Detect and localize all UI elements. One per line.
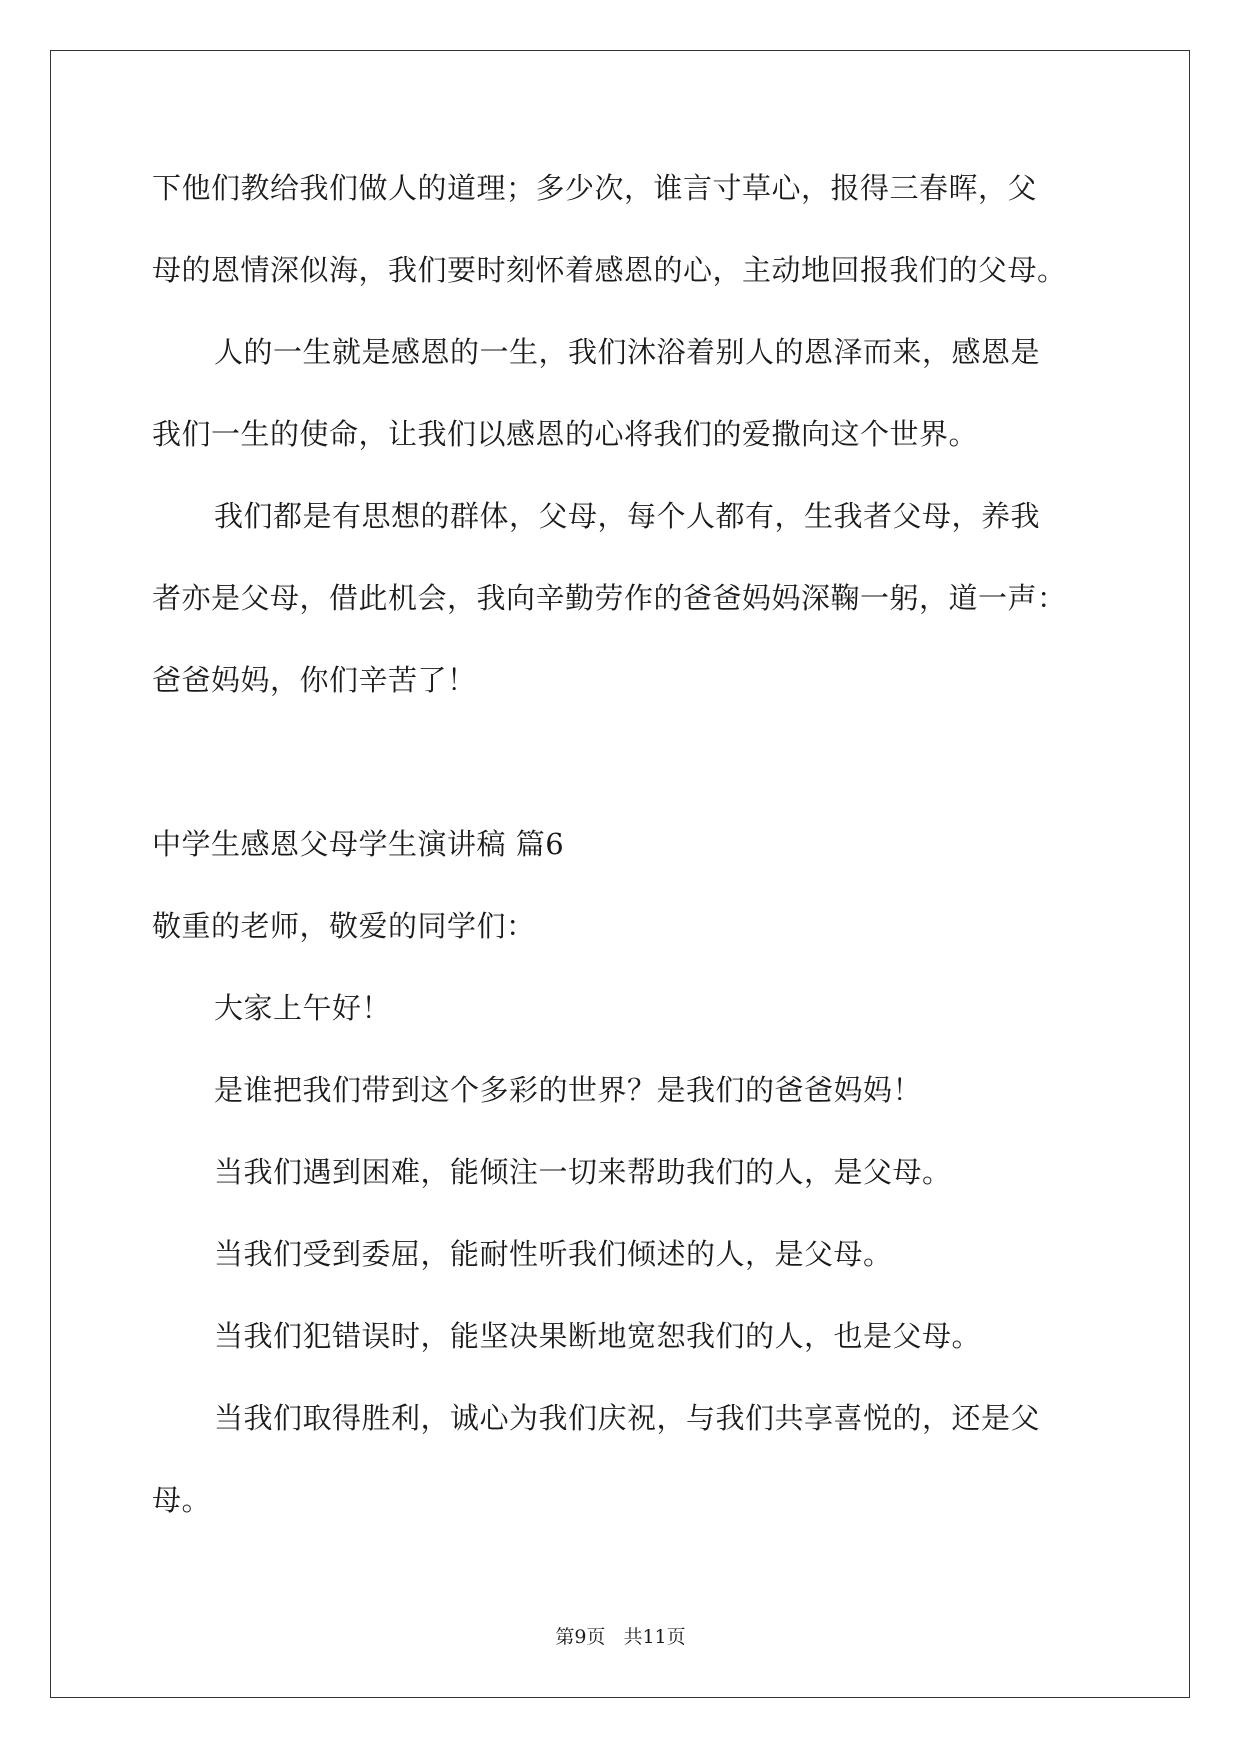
text-line: 我们都是有思想的群体，父母，每个人都有，生我者父母，养我 [214,499,1041,533]
text-line: 爸爸妈妈，你们辛苦了！ [152,663,477,697]
text-line: 我们一生的使命，让我们以感恩的心将我们的爱撒向这个世界。 [152,417,979,451]
text-line: 当我们取得胜利，诚心为我们庆祝，与我们共享喜悦的，还是父 [214,1401,1041,1435]
text-line: 人的一生就是感恩的一生，我们沐浴着别人的恩泽而来，感恩是 [214,335,1041,369]
greeting: 大家上午好！ [214,991,392,1025]
text-line: 下他们教给我们做人的道理；多少次，谁言寸草心，报得三春晖，父 [152,171,1038,205]
text-line: 是谁把我们带到这个多彩的世界？是我们的爸爸妈妈！ [214,1073,923,1107]
text-line: 当我们受到委屈，能耐性听我们倾述的人，是父母。 [214,1237,893,1271]
text-line: 当我们犯错误时，能坚决果断地宽恕我们的人，也是父母。 [214,1319,982,1353]
page-total: 共11页 [623,1626,686,1648]
text-line: 者亦是父母，借此机会，我向辛勤劳作的爸爸妈妈深鞠一躬，道一声： [152,581,1067,615]
document-body [152,160,1092,1554]
text-line: 母的恩情深似海，我们要时刻怀着感恩的心，主动地回报我们的父母。 [152,253,1067,287]
blank-line [152,734,1092,816]
text-line: 当我们遇到困难，能倾注一切来帮助我们的人，是父母。 [214,1155,952,1189]
section-heading: 中学生感恩父母学生演讲稿 篇6 [152,827,565,861]
salutation: 敬重的老师，敬爱的同学们： [152,909,536,943]
page-footer [0,1622,1241,1649]
text-line: 母。 [152,1483,212,1517]
page-number: 第9页 [555,1626,606,1648]
